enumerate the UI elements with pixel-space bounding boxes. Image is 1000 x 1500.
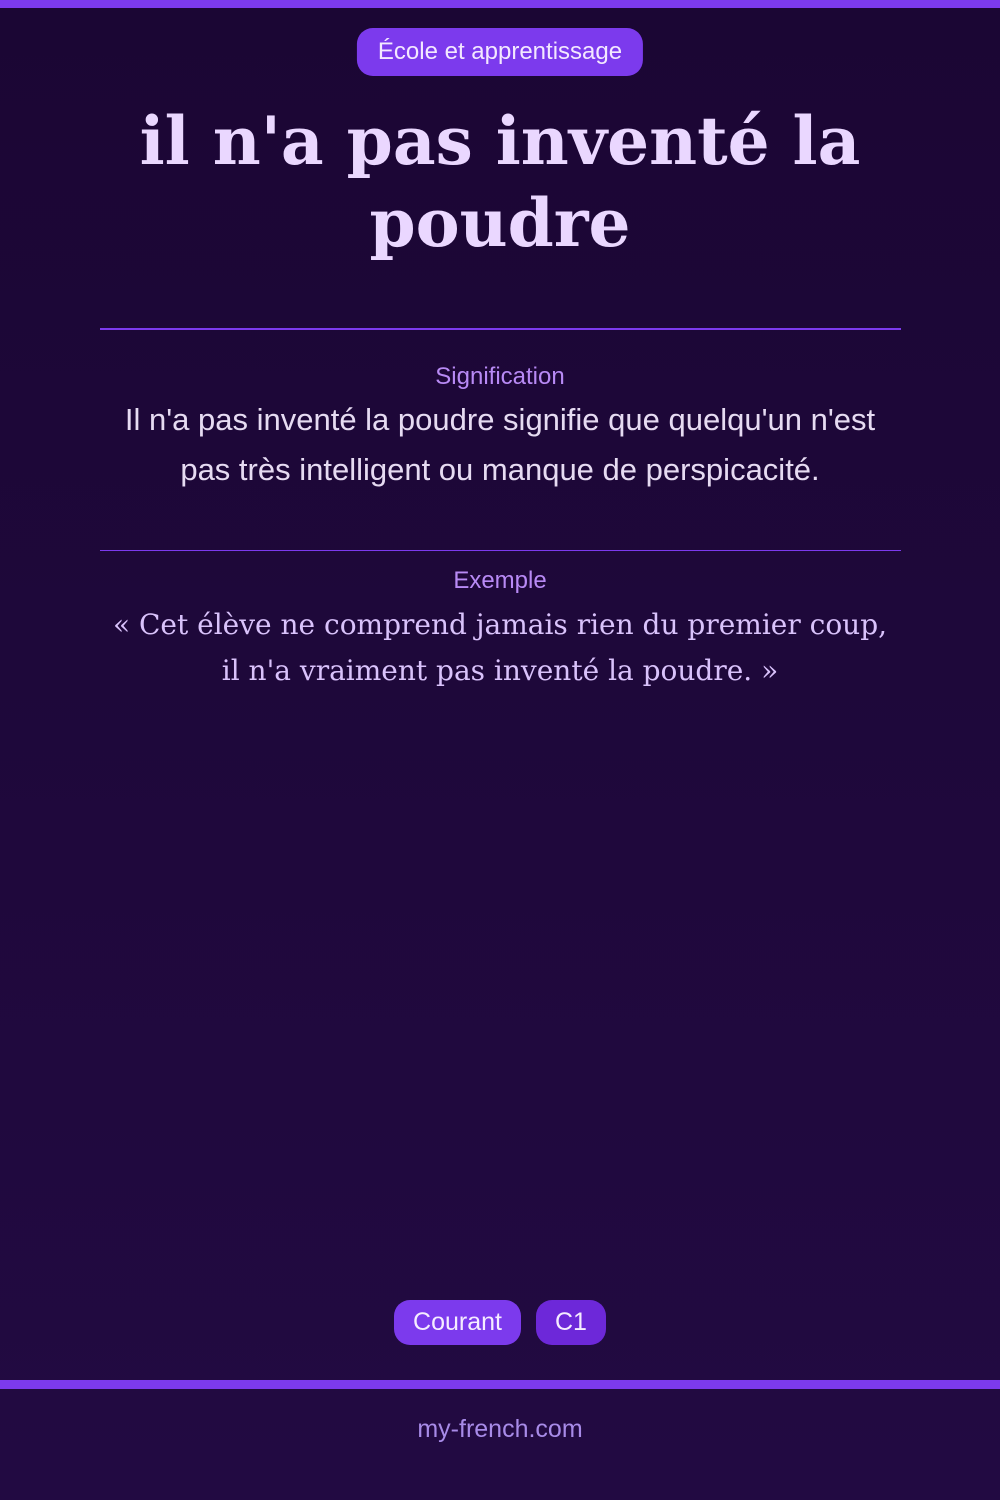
bottom-accent-bar	[0, 1380, 1000, 1389]
footer-site-link[interactable]: my-french.com	[417, 1415, 583, 1443]
example-label: Exemple	[453, 567, 547, 594]
level-tag: C1	[536, 1300, 606, 1345]
meaning-label: Signification	[435, 363, 565, 390]
expression-title: il n'a pas inventé la poudre	[139, 102, 861, 262]
divider	[100, 328, 901, 330]
divider	[100, 550, 901, 551]
top-accent-bar	[0, 0, 1000, 8]
example-text: « Cet élève ne comprend jamais rien du premier coup, il n'a vraiment pas inventé la poudre. »	[112, 608, 888, 687]
tag-list	[0, 1300, 1000, 1345]
meaning-text: Il n'a pas inventé la poudre signifie que quelqu'un n'est pas très intelligent ou manque de perspicacité.	[124, 402, 876, 487]
register-tag: Courant	[394, 1300, 521, 1345]
category-badge: École et apprentissage	[357, 28, 643, 76]
